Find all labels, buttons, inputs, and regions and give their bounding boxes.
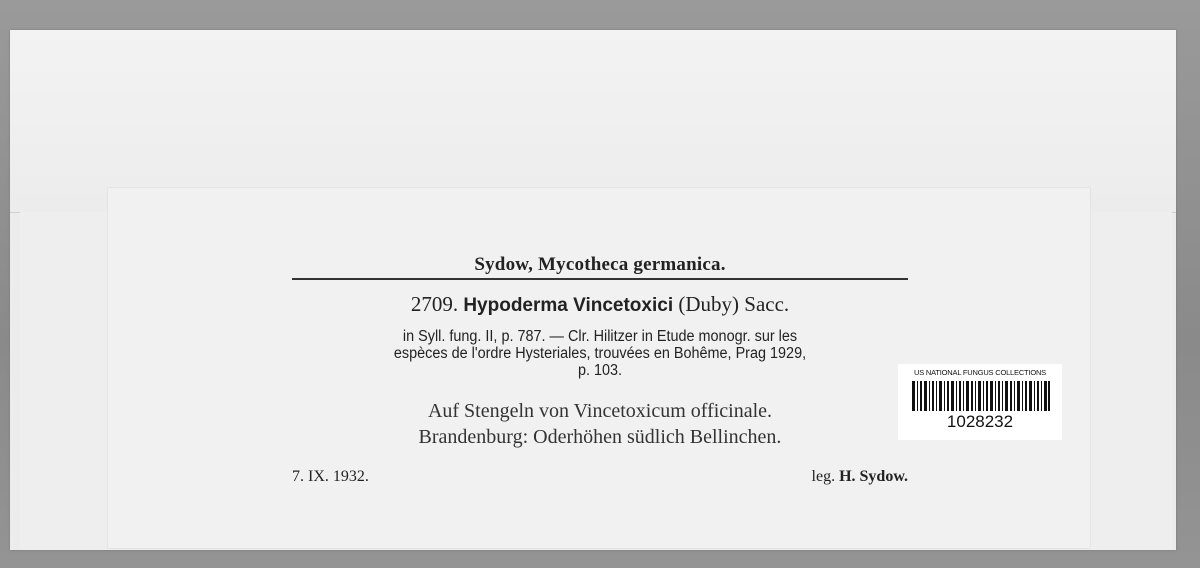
- barcode-icon: [912, 381, 1050, 411]
- header-rule: [292, 278, 908, 280]
- collection-date: 7. IX. 1932.: [292, 468, 369, 485]
- habitat: [292, 398, 908, 450]
- species-authority: (Duby) Sacc.: [678, 292, 790, 316]
- species-name: Hypoderma Vincetoxici: [463, 295, 674, 316]
- barcode-title: US NATIONAL FUNGUS COLLECTIONS: [914, 368, 1046, 377]
- collector: [700, 468, 908, 486]
- citation-line: in Syll. fung. II, p. 787. — Clr. Hilitzer in Etude monogr. sur les: [402, 328, 798, 345]
- citation-line: espèces de l'ordre Hysteriales, trouvées en Bohême, Prag 1929,: [393, 345, 807, 362]
- host-line: Auf Stengeln von Vincetoxicum officinale.: [427, 400, 773, 422]
- envelope-flap: [10, 30, 1176, 213]
- collector-prefix: leg.: [811, 468, 836, 485]
- species-line: [292, 292, 908, 317]
- locality-line: Brandenburg: Oderhöhen südlich Bellinchen.: [418, 426, 782, 448]
- exsiccata-number: 2709.: [410, 292, 459, 316]
- barcode-number: 1028232: [946, 412, 1014, 431]
- citation-line: p. 103.: [577, 362, 623, 379]
- barcode-label: [898, 364, 1062, 440]
- collector-name: H. Sydow.: [839, 468, 908, 485]
- citation: [314, 328, 887, 379]
- series-header: Sydow, Mycotheca germanica.: [474, 254, 726, 275]
